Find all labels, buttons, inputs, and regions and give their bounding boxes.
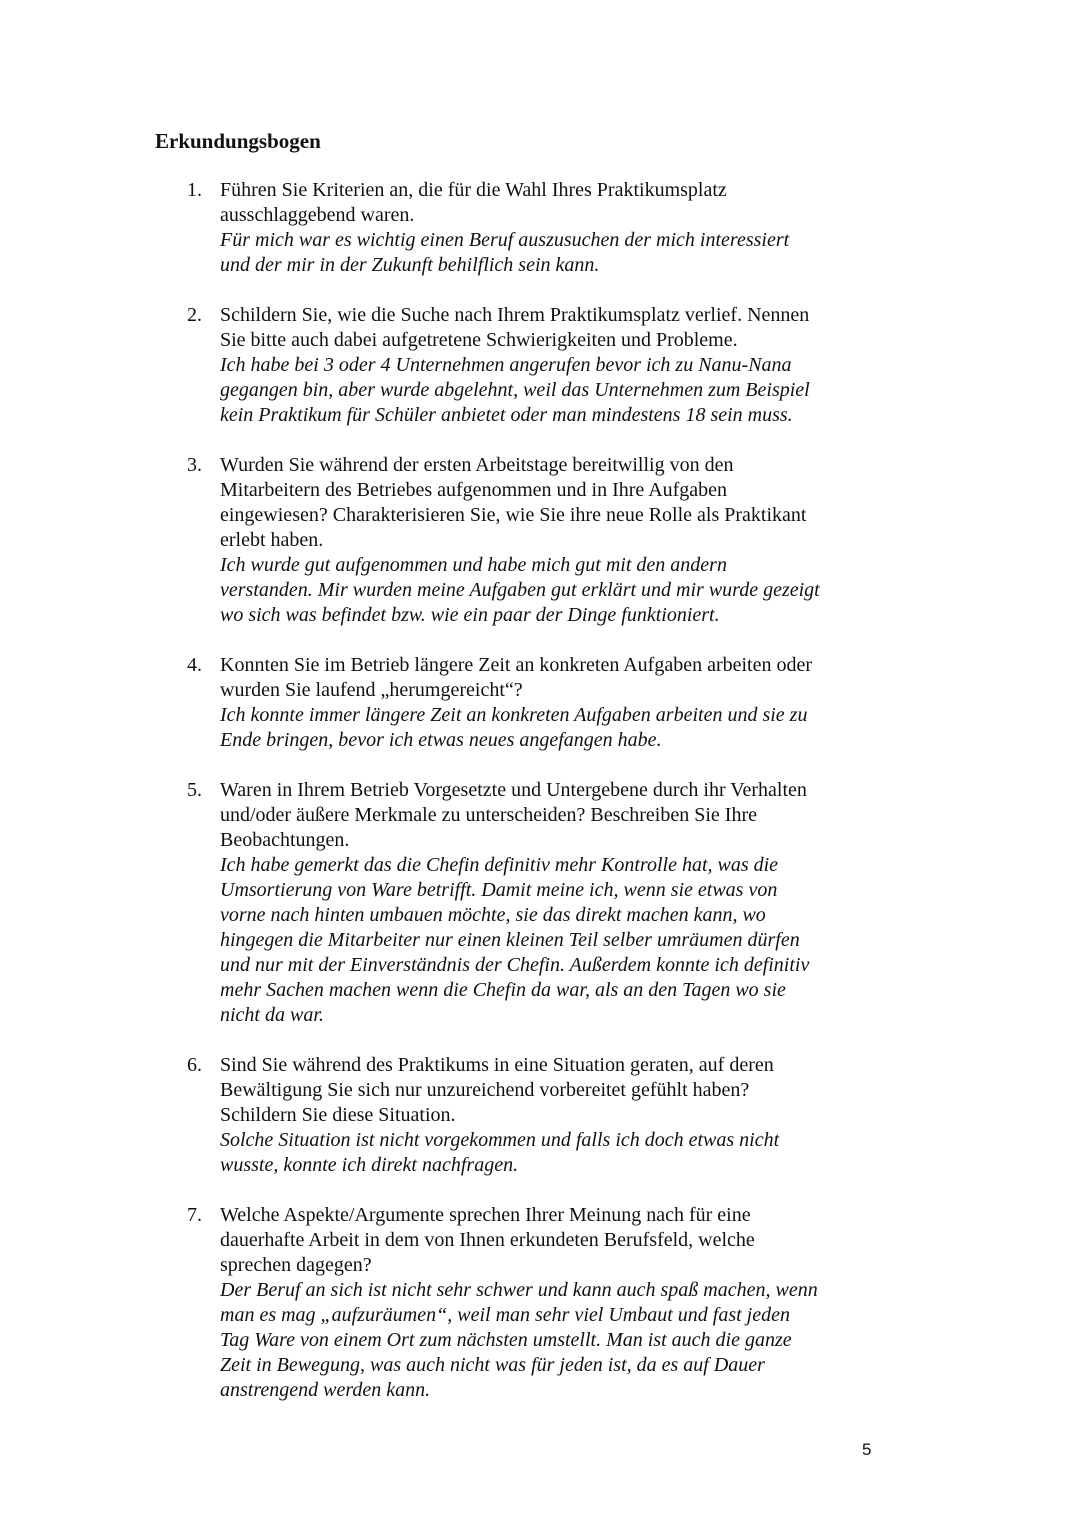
- answer-line: und nur mit der Einverständnis der Chefin. Außerdem konnte ich definitiv: [220, 954, 810, 976]
- list-item: [187, 1203, 880, 1403]
- answer-line: Zeit in Bewegung, was auch nicht was für jeden ist, da es auf Dauer: [220, 1354, 765, 1376]
- answer-text: [220, 553, 880, 628]
- item-number: 4.: [187, 654, 202, 676]
- list-item: [187, 303, 880, 428]
- question-line: sprechen dagegen?: [220, 1254, 372, 1276]
- answer-line: mehr Sachen machen wenn die Chefin da war, als an den Tagen wo sie: [220, 979, 786, 1001]
- page-title: Erkundungsbogen: [155, 129, 321, 153]
- answer-text: [220, 228, 880, 278]
- answer-text: [220, 1128, 880, 1178]
- question-line: Waren in Ihrem Betrieb Vorgesetzte und Untergebene durch ihr Verhalten: [220, 779, 807, 801]
- answer-text: [220, 703, 880, 753]
- answer-line: anstrengend werden kann.: [220, 1379, 431, 1401]
- answer-line: wo sich was befindet bzw. wie ein paar der Dinge funktioniert.: [220, 604, 720, 626]
- question-line: Mitarbeitern des Betriebes aufgenommen und in Ihre Aufgaben: [220, 479, 728, 501]
- item-number: 6.: [187, 1054, 202, 1076]
- question-line: erlebt haben.: [220, 529, 324, 551]
- question-text: [220, 303, 880, 353]
- question-text: [220, 178, 880, 228]
- question-line: Beobachtungen.: [220, 829, 350, 851]
- answer-line: Ende bringen, bevor ich etwas neues angefangen habe.: [220, 729, 662, 751]
- item-number: 3.: [187, 454, 202, 476]
- question-line: eingewiesen? Charakterisieren Sie, wie Sie ihre neue Rolle als Praktikant: [220, 504, 807, 526]
- question-line: Bewältigung Sie sich nur unzureichend vorbereitet gefühlt haben?: [220, 1079, 750, 1101]
- item-number: 1.: [187, 179, 202, 201]
- item-number: 7.: [187, 1204, 202, 1226]
- answer-text: [220, 853, 880, 1028]
- answer-line: verstanden. Mir wurden meine Aufgaben gut erklärt und mir wurde gezeigt: [220, 579, 820, 601]
- question-list: [0, 178, 1080, 1428]
- question-line: dauerhafte Arbeit in dem von Ihnen erkundeten Berufsfeld, welche: [220, 1229, 755, 1251]
- question-text: [220, 453, 880, 553]
- list-item: [187, 453, 880, 628]
- question-line: Sind Sie während des Praktikums in eine Situation geraten, auf deren: [220, 1054, 774, 1076]
- answer-line: Solche Situation ist nicht vorgekommen und falls ich doch etwas nicht: [220, 1129, 780, 1151]
- question-text: [220, 778, 880, 853]
- answer-line: man es mag „aufzuräumen“, weil man sehr viel Umbaut und fast jeden: [220, 1304, 790, 1326]
- question-line: wurden Sie laufend „herumgereicht“?: [220, 679, 523, 701]
- answer-line: und der mir in der Zukunft behilflich sein kann.: [220, 254, 600, 276]
- list-item: [187, 1053, 880, 1178]
- answer-line: Der Beruf an sich ist nicht sehr schwer und kann auch spaß machen, wenn: [220, 1279, 818, 1301]
- answer-line: Ich habe bei 3 oder 4 Unternehmen angerufen bevor ich zu Nanu-Nana: [220, 354, 792, 376]
- question-line: ausschlaggebend waren.: [220, 204, 415, 226]
- answer-text: [220, 1278, 880, 1403]
- answer-line: Umsortierung von Ware betrifft. Damit meine ich, wenn sie etwas von: [220, 879, 778, 901]
- answer-line: Ich konnte immer längere Zeit an konkreten Aufgaben arbeiten und sie zu: [220, 704, 808, 726]
- answer-line: Ich wurde gut aufgenommen und habe mich gut mit den andern: [220, 554, 727, 576]
- answer-line: nicht da war.: [220, 1004, 324, 1026]
- list-item: [187, 778, 880, 1028]
- question-text: [220, 1203, 880, 1278]
- question-line: Welche Aspekte/Argumente sprechen Ihrer Meinung nach für eine: [220, 1204, 751, 1226]
- question-text: [220, 653, 880, 703]
- answer-line: kein Praktikum für Schüler anbietet oder man mindestens 18 sein muss.: [220, 404, 793, 426]
- answer-line: Tag Ware von einem Ort zum nächsten umstellt. Man ist auch die ganze: [220, 1329, 792, 1351]
- answer-line: gegangen bin, aber wurde abgelehnt, weil das Unternehmen zum Beispiel: [220, 379, 810, 401]
- question-line: Schildern Sie diese Situation.: [220, 1104, 456, 1126]
- question-text: [220, 1053, 880, 1128]
- answer-line: Ich habe gemerkt das die Chefin definitiv mehr Kontrolle hat, was die: [220, 854, 779, 876]
- question-line: Führen Sie Kriterien an, die für die Wahl Ihres Praktikumsplatz: [220, 179, 727, 201]
- question-line: Konnten Sie im Betrieb längere Zeit an konkreten Aufgaben arbeiten oder: [220, 654, 813, 676]
- answer-line: Für mich war es wichtig einen Beruf auszusuchen der mich interessiert: [220, 229, 790, 251]
- page-number: 5: [862, 1440, 872, 1459]
- item-number: 2.: [187, 304, 202, 326]
- question-line: Sie bitte auch dabei aufgetretene Schwierigkeiten und Probleme.: [220, 329, 738, 351]
- answer-line: hingegen die Mitarbeiter nur einen kleinen Teil selber umräumen dürfen: [220, 929, 800, 951]
- answer-text: [220, 353, 880, 428]
- list-item: [187, 653, 880, 753]
- question-line: Wurden Sie während der ersten Arbeitstage bereitwillig von den: [220, 454, 734, 476]
- answer-line: vorne nach hinten umbauen möchte, sie das direkt machen kann, wo: [220, 904, 766, 926]
- question-line: Schildern Sie, wie die Suche nach Ihrem Praktikumsplatz verlief. Nennen: [220, 304, 810, 326]
- question-line: und/oder äußere Merkmale zu unterscheiden? Beschreiben Sie Ihre: [220, 804, 757, 826]
- answer-line: wusste, konnte ich direkt nachfragen.: [220, 1154, 519, 1176]
- list-item: [187, 178, 880, 278]
- item-number: 5.: [187, 779, 202, 801]
